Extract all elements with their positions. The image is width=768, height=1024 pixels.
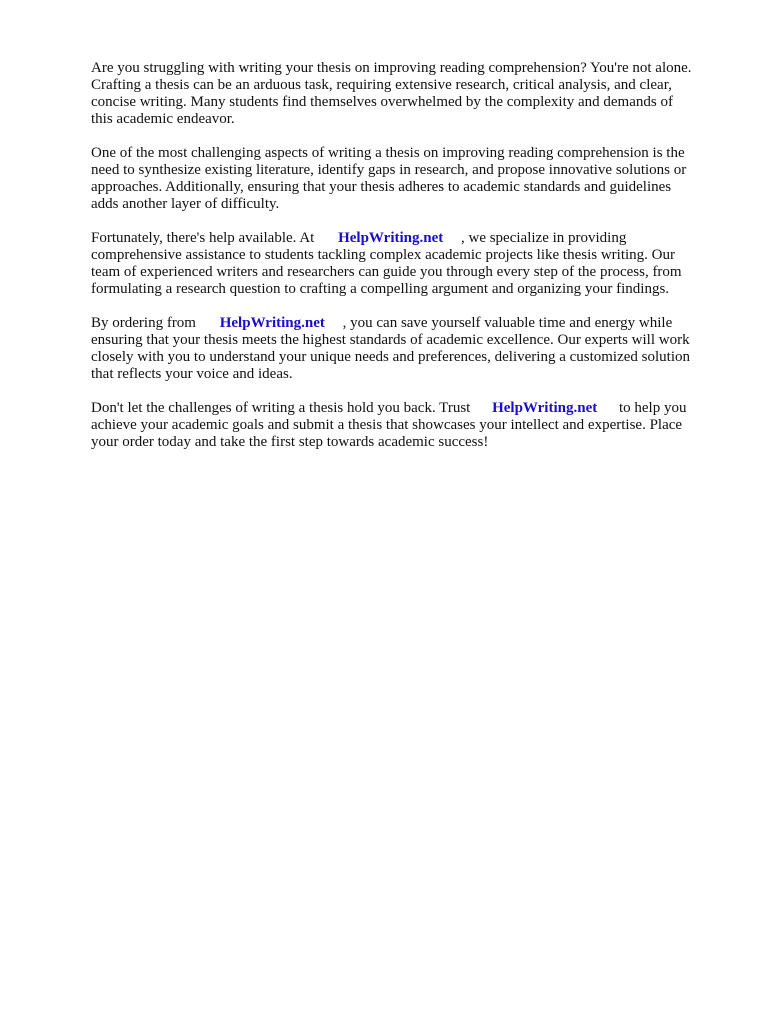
helpwriting-link[interactable]: HelpWriting.net — [338, 230, 444, 246]
paragraph-intro: Are you struggling with writing your thesis on improving reading comprehension? You're not alone. Crafting a thesis can be an arduous task, requiring extensive research, critical analysis, and clear, concise writing. Many students find themselves overwhelmed by the complexity and demands of this academic endeavor. — [91, 60, 692, 127]
document-page — [91, 60, 721, 468]
paragraph-challenges: One of the most challenging aspects of writing a thesis on improving reading comprehension is the need to synthesize existing literature, identify gaps in research, and propose innovative solutions or approaches. Additionally, ensuring that your thesis adheres to academic standards and guidelines adds another layer of difficulty. — [91, 145, 687, 212]
paragraph-ordering — [91, 315, 721, 383]
paragraph-text: , we specialize in providing comprehensive assistance to students tackling complex academic projects like thesis writing. Our team of experienced writers and researchers can guide you through every step of the process, from formulating a research question to crafting a compelling argument and organizing your findings. — [91, 230, 682, 297]
paragraph-closing — [91, 400, 721, 451]
helpwriting-link[interactable]: HelpWriting.net — [219, 315, 325, 331]
paragraph-text: Fortunately, there's help available. At — [91, 230, 319, 246]
paragraph-text: , you can save yourself valuable time and energy while ensuring that your thesis meets the highest standards of academic excellence. Our experts will work closely with you to understand your unique needs and preferences, delivering a customized solution that reflects your voice and ideas. — [91, 315, 691, 382]
paragraph-text: to help you achieve your academic goals and submit a thesis that showcases your intellect and expertise. Place your order today and take the first step towards academic success! — [91, 400, 687, 450]
paragraph-text: Don't let the challenges of writing a thesis hold you back. Trust — [91, 400, 475, 416]
paragraph-text: By ordering from — [91, 315, 200, 331]
paragraph-help-available — [91, 230, 721, 298]
helpwriting-link[interactable]: HelpWriting.net — [492, 400, 598, 416]
